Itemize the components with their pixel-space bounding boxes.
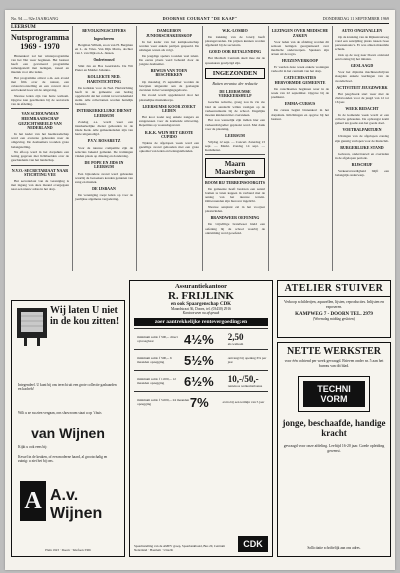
rate-bonus-note: ontvangt bij opening 6% per jaar — [227, 356, 267, 364]
article-text: De trekking van de loterij heeft plaatsgevonden. De prijzen kunnen worden afgehaald bij de secretaris. — [205, 35, 265, 48]
article-text: Geachte redactie, graag zou ik via uw blad de aandacht willen vestigen op de verkeerssituatie bij de school. Dagelijks moeten kinderen hier oversteken. — [205, 100, 265, 117]
headline-pope: DE POPE EN JIDS IN LEERSUM — [84, 159, 124, 170]
column-rule — [72, 26, 73, 271]
column-rule — [136, 26, 137, 271]
article-text: Het zou wenselijk zijn indien hier een verkeersbrigadier geplaatst werd. Met dank voor de plaatsing. — [205, 118, 265, 131]
divider — [11, 165, 69, 166]
article-text: Op maandag 15 september worden de bewijzen uitgereikt aan de geslaagde cursisten in het verenigingsgebouw. — [139, 79, 199, 92]
headline-boom: BOOM BIJ TERREINSOORGITS — [205, 180, 265, 186]
article-text: De catechisaties beginnen weer in de week van 22 september. Opgave bij de predikant. — [271, 87, 329, 100]
headline-verkeershulp: DE LEERSUMSE VERKEERSHULP — [218, 88, 252, 99]
ad-logo-text: A.v. Wijnen — [50, 487, 103, 522]
rate-label: minimum saldo f 500,-- 6 maanden opzegging — [137, 356, 172, 364]
rate-value: 5½% — [184, 352, 214, 368]
article-text: De kollekte voor de Ned. Hartstichting heeft in de gemeente een bedrag opgebracht dat het comité tot tevredenheid stemt. Alle collectanten worden hartelijk bedankt. — [75, 85, 133, 107]
cdk-logo: CDK — [238, 536, 268, 552]
article-text: Geboren, ondertrouwd en overleden in de afgelopen periode. — [335, 151, 389, 160]
ad-address: Maandstraat 36, Doorn, tel. (03430) 2916 — [171, 307, 231, 311]
ad-company-name: R. FRIJLINK — [167, 290, 234, 302]
rate-row — [134, 349, 268, 370]
rate-bonus-note: als welkom — [227, 342, 244, 346]
ad-subtitle: en ook Spaargenschap CDK — [170, 302, 232, 307]
rate-row — [134, 391, 268, 412]
ad-title: Assurantiekantoor — [174, 283, 227, 290]
rate-label: minimum saldo f 1.000,-- 12 maanden opzegging — [137, 377, 176, 385]
column-rule — [268, 26, 269, 271]
banner-ingezonden: INGEZONDEN — [205, 68, 265, 80]
ad-body-2: gevraagd voor onze afdeling. Leeftijd 16-20 jaar. Goede opleiding gewenst. — [283, 444, 385, 453]
newspaper-page — [5, 10, 395, 570]
article-text: De vrijwillige brandweer hield een oefening bij de school waarbij de ontruiming werd geoefend. — [205, 222, 265, 235]
ad-title: NETTE WERKSTER — [286, 346, 381, 357]
article-text: Voor leden van de afdeling worden dit seizoen lezingen georganiseerd over medische onderwerpen. Sprekers zijn artsen uit de regio. — [271, 39, 329, 56]
headline-huizen: HUIZENVERKOOP — [281, 58, 318, 64]
ad-body: Integendeel. U kunt bij ons terecht uit een grote collectie gashaarden en kachels! — [18, 383, 117, 392]
column-5 — [271, 26, 329, 122]
headline-bewijs: BEWIJS VAN TOEN BESCHIKKEN — [150, 67, 188, 78]
ad-body-3: Kijkt u ook eens bij: — [18, 445, 48, 449]
article-text: Nieuwe aanplant zal in het voorjaar plaatsvinden. — [205, 205, 265, 214]
article-text: Binnenkort zal het winterprogramma van het Nut weer beginnen. Het bestuur heeft een gevarieerd programma samengesteld met lezingen, toneel en muziek voor alle leden. — [11, 54, 69, 75]
ad-slogan: jonge, beschaafde, handige kracht — [282, 418, 386, 439]
article-text: Het programma omvat o.m. een avond met film over de natuur, een cabaretvoorstelling en een concert door een bekend koor uit de omgeving. — [11, 76, 69, 93]
article-text: Het jeugdwerk start weer met de clubavonden voor de jeugd van 12 tot 16 jaar. — [335, 91, 389, 104]
rate-label: minimum saldo f 5.000,-- 24 maanden opzegging — [137, 398, 190, 406]
article-text: In de komende week wordt er een collecte gehouden. De opbrengst komt geheel ten goede aan het goede doel. — [335, 113, 389, 126]
headline-burgerlijk: BURGERLIJKE STAND — [340, 144, 384, 150]
rate-value: 4½% — [184, 331, 214, 347]
ad-logo-text: TECHNI VORM — [303, 381, 365, 407]
column-4 — [205, 26, 265, 236]
rate-bonus — [228, 356, 268, 364]
issue-number: No. 94 — 92e JAARGANG — [11, 16, 59, 21]
headline-week: WEEK BEDACHT — [345, 106, 379, 111]
rate-bonus — [228, 332, 268, 346]
headline-rkk: R.K.K. WIJN HET GROTE CUPIDO — [144, 129, 194, 140]
masthead — [11, 14, 389, 24]
article-text: Uitslagen van de afgelopen zondag zijn gunstig verlopen voor de thuisclub. — [335, 134, 389, 143]
article-text: Nieuwe leden zijn van harte welkom. Opgave kan geschieden bij de secretaris van de afdeling. — [11, 94, 69, 107]
article-text: Tijdens de afgelopen week werd een gezellige avond gehouden met een grote opkomst van leden en belangstellenden. — [139, 141, 199, 154]
rate-bonus — [223, 400, 268, 404]
article-text: De avond wordt opgeluisterd door het plaatselijke muziekkorps. — [139, 93, 199, 102]
headline-jeugdwerk: ACTIVITEIT JEUGDWERK — [336, 84, 388, 90]
headline-interkerkelijk: INTERKERKELIJKE DIENST LEERSUM — [76, 108, 132, 118]
ad-body-2: Wilt u ze nu zien vergaan, ons showroom staat u op 't huis — [18, 411, 102, 415]
headline-oor: GOED OOR BETALENDING — [208, 49, 262, 55]
headline-heemraadschap: VAN SCHOUWMAN HEEMRAADSCHAP GEZICHTSBEELD VAN NEDERLAND — [18, 111, 62, 131]
column-6 — [335, 26, 389, 179]
headline-lezingen: LEZINGEN OVER MEDISCHE ZAKEN — [271, 28, 329, 38]
ad-address: KAMPWEG 7 - DOORN TEL. 2979 — [295, 312, 373, 318]
rate-row — [134, 328, 268, 349]
column-rule — [332, 26, 333, 271]
article-text: Zondag a.s. wordt weer een interkerkelijke dienst gehouden in de Oude Kerk. Alle gemeenteleden zijn van harte uitgenodigd. — [75, 120, 133, 137]
article-text: Voor de nieuwe competitie zijn de selecties bekend gemaakt. De trainingen vinden plaats op dinsdag en donderdag. — [75, 145, 133, 158]
article-text: Het Medisch Centrum deelt mee dat de spreekuren gewijzigd zijn. — [205, 56, 265, 65]
ad-rate-banner: zoer aantrekkelijke rentevergoeding:en — [134, 318, 268, 326]
divider — [205, 154, 265, 155]
rate-bonus-note: extra bij een termijn van 5 jaar — [222, 400, 265, 404]
article-text: In het kader van het heemraadschap werd een excursie gehouden naar de omgeving. De deelnemers toonden grote belangstelling. — [11, 132, 69, 149]
column-2 — [75, 26, 133, 203]
television-icon — [16, 307, 48, 347]
headline-voetbal: VOETBALPARTIJEN — [342, 127, 382, 133]
headline-geslaagd: GESLAAGD — [350, 63, 374, 69]
article-text: De gemeente heeft besloten een aantal bomen te laten kappen in verband met de aanleg van het nieuwe terrein. Omwonenden zijn hierover ingelicht. — [205, 187, 265, 204]
divider — [11, 108, 69, 109]
ad-techni-vorm — [277, 342, 391, 557]
issue-date: DONDERDAG 11 SEPTEMBER 1969 — [322, 16, 389, 21]
rate-label: minimum saldo f 500,-- direct opvraagbaar — [137, 335, 178, 343]
headline-auto: AUTO ONGEVALLEN — [341, 28, 383, 33]
rate-bonus-amount: 10,-/50,- — [227, 374, 259, 384]
headline-catechisaties: CATECHISATIES HERVORMDE GEMEENTE — [274, 75, 326, 85]
headline-bevolking: BEVOLKINGSCIJFERS — [82, 28, 126, 33]
rate-bonus — [228, 374, 268, 388]
article-text: Voor het diploma machineschrijven slaagden enkele leerlingen van de avondschool. — [335, 70, 389, 83]
rate-row — [134, 370, 268, 391]
article-text: Na afloop werd in het dorpshuis een lezing gegeven met lichtbeelden over de geschiedenis van het landschap. — [11, 150, 69, 163]
ad-footer: Sollicitatie schriftelijk aan ons adres. — [307, 546, 361, 550]
article-text: Bergman Willem, zoon van H. Bergman en L. de Vries. Van Dijk Maria, dochter van J. van Dijk en A. Jansen. — [75, 42, 133, 55]
section-leersum: LEERSUM — [11, 26, 69, 31]
ad-body: Verkoop schilderijen, aquarellen, lijsten, reproducties. Inlijsten en exposeren. — [284, 300, 384, 309]
headline-ijsbaan: DE IJSBAAN — [92, 185, 116, 191]
ad-van-wijnen — [11, 300, 125, 557]
banner-maarn: Maarn Maarsbergen — [205, 158, 265, 178]
ad-hours: Kantooruren na afspraak — [182, 311, 220, 315]
rate-bonus-note: renteloos welkomstbonus — [227, 384, 263, 388]
column-rule — [202, 26, 203, 271]
headline-koor: LEERSUMSE KOOR ZOEKT LEDEN — [142, 103, 196, 114]
article-text: Verkeersvaardigheid blijft een belangrijk onderwerp. — [335, 169, 389, 178]
ad-hours: (Woensdag middag gesloten) — [313, 317, 355, 322]
ad-title: ATELIER STUIVER — [278, 281, 390, 297]
rate-value: 6½% — [184, 373, 214, 389]
article-text: In het kader van het kampioenschap werden weer enkele partijen gespeeld. De uitslagen waren als volgt. — [139, 39, 199, 52]
headline-kollekte: KOLLEKTE NED. HARTSTICHTING — [86, 74, 122, 84]
headline-rijschijf: RIJSCHIJF — [351, 161, 373, 167]
article-text: De vereniging roept leden op voor de jaarlijkse algemene vergadering. — [75, 192, 133, 201]
ingezonden-note: Buiten verantw. der redactie — [212, 81, 258, 87]
headline-losbio: W.K.-LOSBIO — [222, 28, 248, 33]
ad-atelier-stuiver — [277, 280, 391, 338]
article-text: Het secretariaat van de vereniging is met ingang van deze maand overgegaan naar een nieuw adres in het dorp. — [11, 179, 69, 192]
ad-body: voor één ochtend per week gevraagd. Brieven onder nr. 5 aan het bureau van dit blad. — [284, 359, 384, 368]
ad-footer: Plein 1923 · Doorn · Telefoon 3306 — [45, 548, 91, 552]
column-3 — [139, 26, 199, 155]
rate-list — [134, 328, 268, 412]
ad-body-4: Kessel in de keuken, of een moderne haard, al grootschalig en zuinig: u ziet het bij ons. — [18, 455, 108, 464]
article-text: Er werden deze week enkele woningen verkocht in het centrum van het dorp. — [271, 65, 329, 74]
rate-value: 7% — [189, 394, 209, 410]
ad-frijlink — [129, 280, 273, 557]
article-text: De cursus begint binnenkort in het dorpshuis. Inlichtingen en opgave bij het bestuur. — [271, 108, 329, 121]
article-text: Het koor zoekt nog enkele zangers en zangeressen voor de komende uitvoering. Repetities op woensdagavond. — [139, 115, 199, 128]
article-text: De jeugdige spelers toonden veel talent. De eerste plaats werd behaald door de jongste deelnemer. — [139, 53, 199, 66]
headline-emma: EMMA-CURSUS — [284, 101, 316, 107]
column-1 — [11, 26, 69, 193]
article-text: Op de kruising van de Rijksstraatweg vond een aanrijding plaats tussen twee personenauto's. Er was alleen materiële schade. — [335, 35, 389, 52]
subhead-ondertrouwd: Ondertrouwd — [93, 57, 115, 62]
ad-brand-name: van Wijnen — [31, 425, 105, 441]
headline-nutsprogramma: Nutsprogramma 1969 - 1970 — [11, 33, 70, 52]
wijnen-logo-icon: A A.v. Wijnen — [18, 477, 118, 529]
headline-damgebon: DAMGEBON JUNIORSCHAKERSKOP — [145, 28, 192, 38]
ad-footer: Spaarinstelling van de AMEV groep, Spaarbankbond, Bus 20, Centrum Nederland · Haarlem · Utrecht — [134, 544, 226, 552]
headline-leersum-agenda: LEERSUM — [225, 132, 245, 138]
subhead-ingeschreven: Ingeschreven — [93, 36, 115, 41]
agenda-text: Vrijdag 12 sept. — Concert. Zaterdag 13 sept. — Markt. Zondag 14 sept. — Kerkdienst. — [205, 139, 265, 152]
article-text: Ook op de weg naar Doorn ontstond een botsing bij het inhalen. — [335, 53, 389, 62]
headline-brandweer: BRANDWEER OEFENING — [210, 215, 260, 221]
article-text: Een bijzondere avond werd gehouden waarbij de bezoekers konden genieten van zang en muziek. — [75, 171, 133, 184]
techni-vorm-logo — [298, 376, 370, 412]
newspaper-title: DOORNSE COURANT "DE KAAP" — [162, 16, 238, 21]
article-text: Smit Jan en Bos Geertruida. De Wit Pieter en Mulder Johanna. — [75, 64, 133, 73]
headline-nvo: N.V.O.-SECRETARIAAT NAAR STICHTING VEE — [11, 167, 69, 178]
ad-headline: Wij laten U niet in de kou zitten! — [50, 305, 120, 327]
headline-pvv: P.V.V. ROSARETZ — [87, 138, 121, 144]
rate-bonus-amount: 2,50 — [227, 332, 244, 342]
